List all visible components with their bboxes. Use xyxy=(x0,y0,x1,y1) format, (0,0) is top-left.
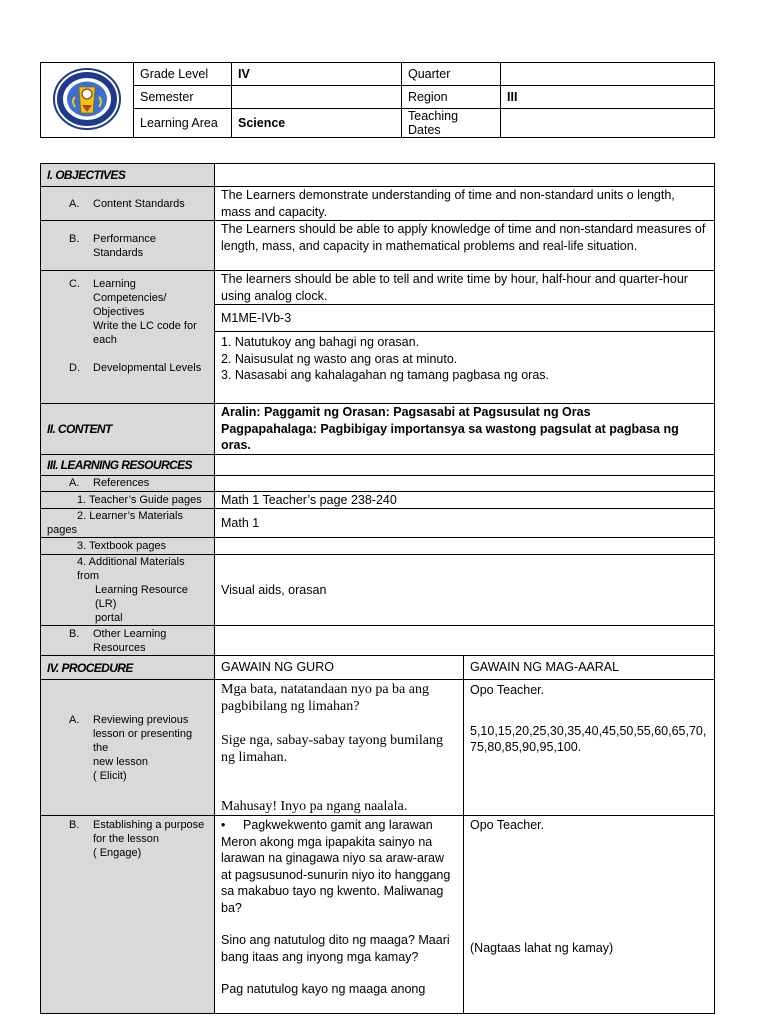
learning-area-value: Science xyxy=(232,109,402,138)
learners-materials-label-2: pages xyxy=(47,524,77,536)
learning-area-label: Learning Area xyxy=(134,109,232,138)
objectives-heading: I. OBJECTIVES xyxy=(41,164,215,187)
procedure-b-label-cell xyxy=(41,816,215,1014)
learners-materials-label-cell xyxy=(41,509,215,538)
procedure-b-student xyxy=(464,816,715,1014)
deped-seal-cell xyxy=(41,63,134,138)
developmental-item: 2. Naisusulat ng wasto ang oras at minuto. xyxy=(221,351,458,366)
other-resources-label-2: Resources xyxy=(93,641,146,654)
student-column-header: GAWAIN NG MAG-AARAL xyxy=(464,656,715,680)
grade-level-value: IV xyxy=(232,63,402,86)
quarter-label: Quarter xyxy=(402,63,501,86)
resources-heading: III. LEARNING RESOURCES xyxy=(41,454,215,475)
procedure-b-letter: B. xyxy=(69,819,80,831)
procedure-b-label-1: Establishing a purpose xyxy=(93,819,205,831)
other-resources-value xyxy=(215,626,715,656)
resources-heading-blank xyxy=(215,454,715,475)
procedure-b-teacher-line-2: Meron akong mga ipapakita sainyo na larawan na ginagawa niyo sa araw-araw at pagsusunod-sunurin niyo ito hanggang sa makabuo tayo ng kwento. Maliwanag ba? xyxy=(221,834,451,915)
procedure-b-student-line-2: (Nagtaas lahat ng kamay) xyxy=(470,940,614,955)
other-resources-letter: B. xyxy=(69,627,80,640)
competencies-text: The learners should be able to tell and write time by hour, half-hour and quarter-hour using analog clock. xyxy=(215,271,715,305)
header-table xyxy=(40,62,715,138)
teaching-dates-label: Teaching Dates xyxy=(402,109,501,138)
learners-materials-label-1: 2. Learner’s Materials xyxy=(77,510,183,522)
teachers-guide-value: Math 1 Teacher’s page 238-240 xyxy=(215,491,715,509)
procedure-b-label-3: ( Engage) xyxy=(93,847,142,859)
bullet-icon: • xyxy=(221,818,226,832)
performance-standards-letter: B. xyxy=(69,232,80,245)
procedure-b-teacher xyxy=(215,816,464,1014)
competencies-label-5: each xyxy=(93,334,117,346)
references-label-cell xyxy=(41,475,215,491)
textbook-label-cell xyxy=(41,538,215,555)
procedure-a-label-3: new lesson xyxy=(93,755,149,768)
region-value: III xyxy=(501,86,715,109)
developmental-label: Developmental Levels xyxy=(93,362,202,374)
procedure-a-letter: A. xyxy=(69,713,80,726)
procedure-a-teacher-line-2: Sige nga, sabay-sabay tayong bumilang ng limahan. xyxy=(221,733,444,765)
competencies-label-4: Write the LC code for xyxy=(93,320,197,332)
procedure-a-label-cell xyxy=(41,680,215,816)
procedure-b-student-line-1: Opo Teacher. xyxy=(470,818,545,832)
procedure-a-label-1: Reviewing previous xyxy=(93,713,189,726)
competencies-label-2: Competencies/ xyxy=(93,292,167,304)
lc-code: M1ME-IVb-3 xyxy=(215,305,715,332)
deped-seal-icon xyxy=(51,67,123,131)
teachers-guide-label-cell xyxy=(41,491,215,509)
developmental-item: 1. Natutukoy ang bahagi ng orasan. xyxy=(221,335,420,349)
content-standards-label-cell xyxy=(41,187,215,221)
textbook-value xyxy=(215,538,715,555)
content-heading: II. CONTENT xyxy=(41,404,215,455)
additional-materials-label-2: Learning Resource (LR) xyxy=(95,584,188,610)
developmental-items xyxy=(215,332,715,404)
performance-standards-label-cell xyxy=(41,221,215,271)
semester-label: Semester xyxy=(134,86,232,109)
textbook-label: 3. Textbook pages xyxy=(77,540,167,552)
references-blank xyxy=(215,475,715,491)
content-standards-label: Content Standards xyxy=(93,197,185,210)
additional-materials-value: Visual aids, orasan xyxy=(215,555,715,626)
references-letter: A. xyxy=(69,477,80,489)
procedure-b-label-2: for the lesson xyxy=(93,833,160,845)
procedure-heading: IV. PROCEDURE xyxy=(41,656,215,680)
additional-materials-label-cell xyxy=(41,555,215,626)
lesson-plan-table xyxy=(40,163,715,1014)
content-cell xyxy=(215,404,715,455)
grade-level-label: Grade Level xyxy=(134,63,232,86)
procedure-a-student xyxy=(464,680,715,816)
procedure-a-student-line-2: 5,10,15,20,25,30,35,40,45,50,55,60,65,70,75,80,85,90,95,100. xyxy=(470,723,707,754)
semester-value xyxy=(232,86,402,109)
teaching-dates-value xyxy=(501,109,715,138)
performance-standards-label: Performance Standards xyxy=(93,232,156,259)
content-lesson-title: Aralin: Paggamit ng Orasan: Pagsasabi at Pagsusulat ng Oras xyxy=(221,405,591,419)
procedure-a-teacher-line-1: Mga bata, natatandaan nyo pa ba ang pagbibilang ng limahan? xyxy=(221,682,429,714)
other-resources-label-cell xyxy=(41,626,215,656)
procedure-b-teacher-line-3: Sino ang natutulog dito ng maaga? Maari bang itaas ang inyong mga kamay? xyxy=(221,933,450,964)
objectives-heading-blank xyxy=(215,164,715,187)
region-label: Region xyxy=(402,86,501,109)
references-label: References xyxy=(93,477,150,489)
developmental-item: 3. Nasasabi ang kahalagahan ng tamang pagbasa ng oras. xyxy=(221,368,550,382)
content-values: Pagpapahalaga: Pagbibigay importansya sa wastong pagsulat at pagbasa ng oras. xyxy=(221,421,679,452)
procedure-a-label-2: lesson or presenting the xyxy=(93,727,193,754)
competencies-label-cell xyxy=(41,271,215,404)
procedure-b-teacher-line-1: • Pagkwekwento gamit ang larawan xyxy=(221,818,433,832)
teachers-guide-label: 1. Teacher’s Guide pages xyxy=(77,493,202,506)
developmental-letter: D. xyxy=(69,362,80,374)
procedure-a-student-line-1: Opo Teacher. xyxy=(470,683,545,697)
competencies-letter: C. xyxy=(69,278,80,290)
additional-materials-label-3: portal xyxy=(95,612,123,624)
content-standards-letter: A. xyxy=(69,197,80,210)
procedure-a-teacher-line-3: Mahusay! Inyo pa ngang naalala. xyxy=(221,799,408,814)
quarter-value xyxy=(501,63,715,86)
competencies-label-3: Objectives xyxy=(93,306,145,318)
teacher-column-header: GAWAIN NG GURO xyxy=(215,656,464,680)
other-resources-label-1: Other Learning xyxy=(93,627,167,640)
additional-materials-label-1: 4. Additional Materials from xyxy=(77,556,185,582)
procedure-b-teacher-line-4: Pag natutulog kayo ng maaga anong xyxy=(221,982,426,996)
content-standards-text: The Learners demonstrate understanding of time and non-standard units o length, mass and capacity. xyxy=(215,187,715,221)
competencies-label-1: Learning xyxy=(93,278,136,290)
procedure-a-label-4: ( Elicit) xyxy=(93,769,127,782)
performance-standards-text: The Learners should be able to apply knowledge of time and non-standard measures of length, mass, and capacity in mathematical problems and real-life situation. xyxy=(215,221,715,271)
learners-materials-value: Math 1 xyxy=(215,509,715,538)
procedure-a-teacher xyxy=(215,680,464,816)
